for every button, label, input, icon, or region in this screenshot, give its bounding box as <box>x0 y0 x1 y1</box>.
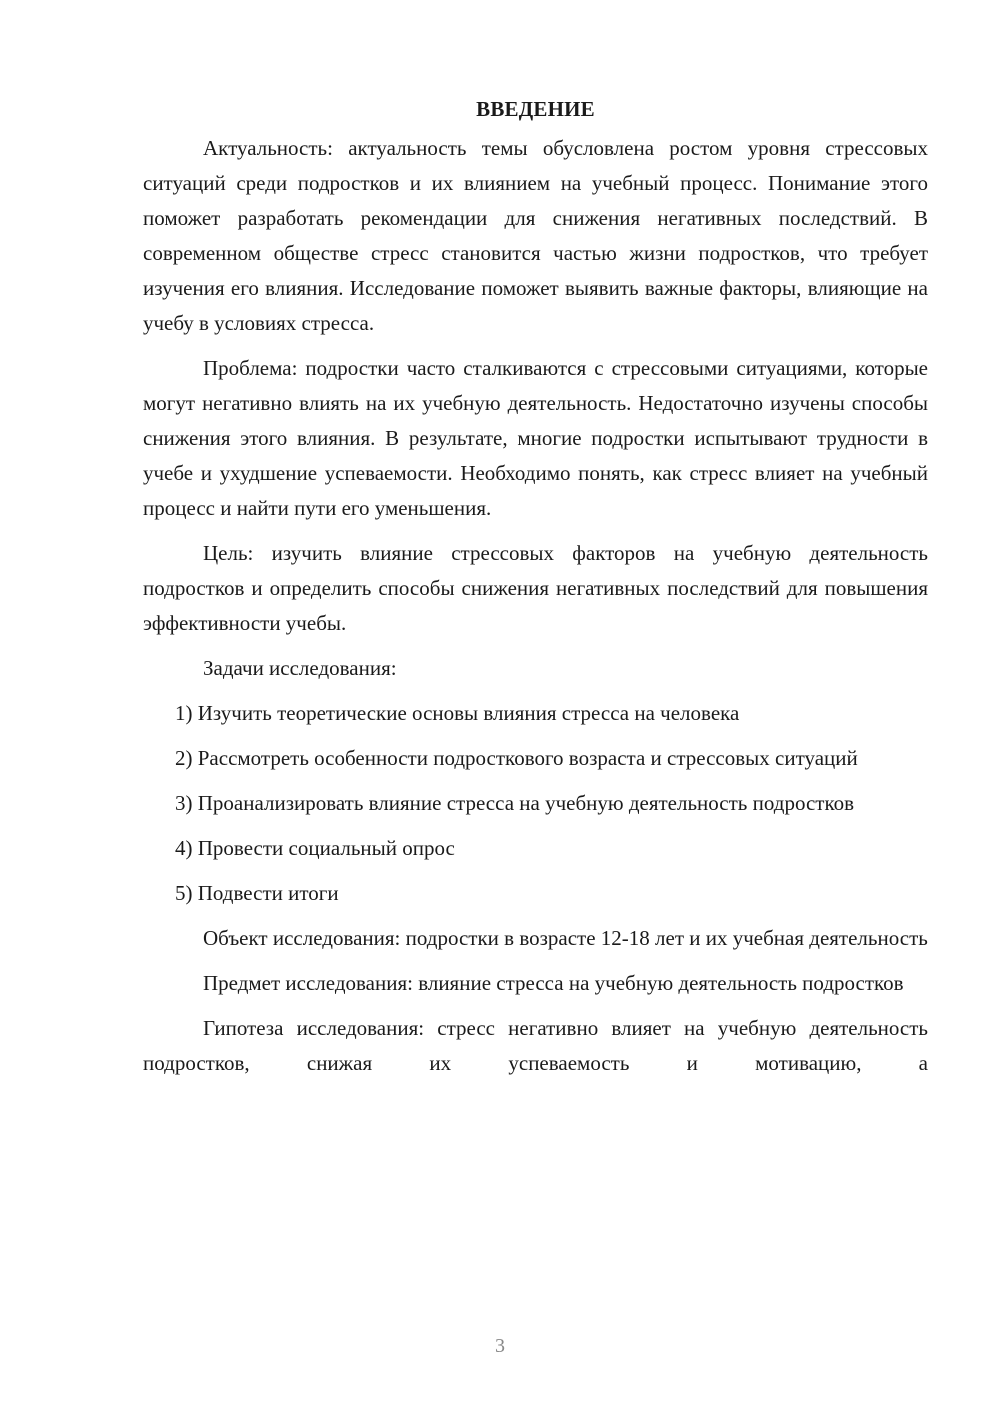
object-paragraph: Объект исследования: подростки в возрасте 12-18 лет и их учебная деятельность <box>203 926 928 950</box>
tasks-heading: Задачи исследования: <box>203 656 397 680</box>
task-item-2: 2) Рассмотреть особенности подросткового возраста и стрессовых ситуаций <box>175 746 858 770</box>
task-item-1: 1) Изучить теоретические основы влияния стресса на человека <box>175 701 740 725</box>
problem-paragraph: Проблема: подростки часто сталкиваются с стрессовыми ситуациями, которые могут негативно влиять на их учебную деятельность. Недостаточно изучены способы снижения этого влияния. В результате, многие подростки испытывают трудности в учебе и ухудшение успеваемости. Необходимо понять, как стресс влияет на учебный процесс и найти пути его уменьшения. <box>143 356 928 520</box>
task-item-4: 4) Провести социальный опрос <box>175 836 455 860</box>
document-page <box>143 92 928 1091</box>
task-item-5: 5) Подвести итоги <box>175 881 339 905</box>
relevance-paragraph: Актуальность: актуальность темы обусловлена ростом уровня стрессовых ситуаций среди подростков и их влиянием на учебный процесс. Понимание этого поможет разработать рекомендации для снижения негативных последствий. В современном обществе стресс становится частью жизни подростков, что требует изучения его влияния. Исследование поможет выявить важные факторы, влияющие на учебу в условиях стресса. <box>143 136 928 335</box>
task-item-3: 3) Проанализировать влияние стресса на учебную деятельность подростков <box>175 791 855 815</box>
page-title: ВВЕДЕНИЕ <box>476 97 595 121</box>
subject-paragraph: Предмет исследования: влияние стресса на учебную деятельность подростков <box>203 971 904 995</box>
page-number: 3 <box>495 1335 505 1357</box>
hypothesis-paragraph: Гипотеза исследования: стресс негативно влияет на учебную деятельность подростков, снижая их успеваемость и мотивацию, а <box>143 1016 928 1075</box>
goal-paragraph: Цель: изучить влияние стрессовых факторов на учебную деятельность подростков и определить способы снижения негативных последствий для повышения эффективности учебы. <box>143 541 928 635</box>
